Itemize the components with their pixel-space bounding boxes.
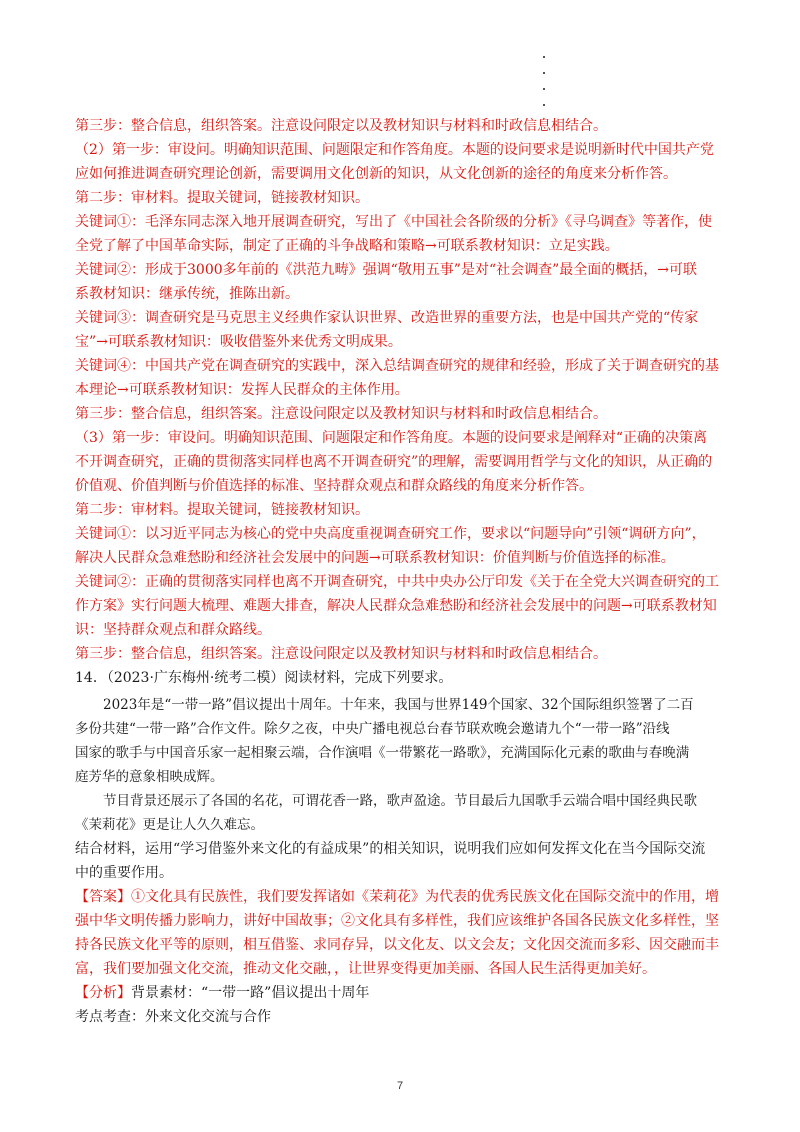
answer-line: 持各民族文化平等的原则，相互借鉴、求同存异，以文化友、以文会友；文化因交流而多彩、因交融而丰 — [75, 937, 719, 953]
question-prompt: 中的重要作用。 — [75, 865, 173, 881]
analysis-tag: 【分析】 — [75, 985, 131, 1001]
text-line: 第三步：整合信息，组织答案。注意设问限定以及教材知识与材料和时政信息相结合。 — [75, 118, 607, 134]
analysis-line — [75, 981, 727, 1005]
text-line: 宝”→可联系教材知识：吸收借鉴外来优秀文明成果。 — [75, 334, 402, 350]
text-line: 解决人民群众急难愁盼和经济社会发展中的问题→可联系教材知识：价值判断与价值选择的标准。 — [75, 550, 675, 566]
answer-line: 强中华文明传播力影响力，讲好中国故事；②文化具有多样性，我们应该维护各国各民族文化多样性，坚 — [75, 913, 719, 929]
text-line: 关键词④：中国共产党在调查研究的实践中，深入总结调查研究的规律和经验，形成了关于调查研究的基 — [75, 358, 719, 374]
text-line: 第二步：审材料。提取关键词，链接教材知识。 — [75, 190, 369, 206]
material-line: 2023年是“一带一路”倡议提出十周年。十年来，我国与世界149个国家、32个国际组织签署了二百 — [103, 697, 694, 713]
question-prompt: 结合材料，运用“学习借鉴外来文化的有益成果”的相关知识，说明我们应如何发挥文化在当今国际交流 — [75, 841, 706, 857]
text-line: 系教材知识：继承传统，推陈出新。 — [75, 286, 299, 302]
exam-point: 考点考查：外来文化交流与合作 — [75, 1009, 271, 1025]
analysis-text: 背景素材：“一带一路”倡议提出十周年 — [131, 985, 370, 1001]
question-head: 14．（2023·广东梅州·统考二模）阅读材料，完成下列要求。 — [75, 670, 453, 686]
text-line: 本理论→可联系教材知识：发挥人民群众的主体作用。 — [75, 382, 409, 398]
material-line: 节目背景还展示了各国的名花，可谓花香一路，歌声盈途。节目最后九国歌手云端合唱中国经典民歌 — [103, 793, 697, 809]
answer-line: 富，我们要加强文化交流，推动文化交融，，让世界变得更加美丽、各国人民生活得更加美好。 — [75, 961, 656, 977]
text-line: 关键词②：形成于3000多年前的《洪范九畴》强调“敬用五事”是对“社会调查”最全面的概括，→可联 — [75, 262, 697, 278]
material-line: 《茉莉花》更是让人久久难忘。 — [75, 817, 264, 833]
answer-line: 【答案】①文化具有民族性，我们要发挥诸如《茉莉花》为代表的优秀民族文化在国际交流中的作用，增 — [75, 889, 719, 905]
text-line: 全党了解了中国革命实际，制定了正确的斗争战略和策略→可联系教材知识：立足实践。 — [75, 238, 619, 254]
page-number: 7 — [396, 1080, 404, 1092]
text-line: 关键词③：调查研究是马克思主义经典作家认识世界、改造世界的重要方法，也是中国共产党的“传家 — [75, 310, 699, 326]
text-line: 关键词②：正确的贯彻落实同样也离不开调查研究，中共中央办公厅印发《关于在全党大兴调查研究的工 — [75, 574, 719, 590]
text-line: 第三步：整合信息，组织答案。注意设问限定以及教材知识与材料和时政信息相结合。 — [75, 406, 607, 422]
text-line: （2）第一步：审设问。明确知识范围、问题限定和作答角度。本题的设问要求是说明新时代中国共产党 — [75, 142, 714, 158]
text-line: 作方案》实行问题大梳理、难题大排查，解决人民群众急难愁盼和经济社会发展中的问题→可联系教材知 — [75, 598, 717, 614]
material-line: 庭芳华的意象相映成辉。 — [75, 769, 224, 785]
material-line: 多份共建“一带一路”合作文件。除夕之夜，中央广播电视总台春节联欢晚会邀请九个“一带一路”沿线 — [75, 721, 670, 737]
text-line: 第三步：整合信息，组织答案。注意设问限定以及教材知识与材料和时政信息相结合。 — [75, 646, 607, 662]
text-line: 不开调查研究，正确的贯彻落实同样也离不开调查研究”的理解，需要调用哲学与文化的知识，从正确的 — [75, 454, 713, 470]
text-line: 价值观、价值判断与价值选择的标准、坚持群众观点和群众路线的角度来分析作答。 — [75, 478, 593, 494]
text-line: （3）第一步：审设问。明确知识范围、问题限定和作答角度。本题的设问要求是阐释对“正确的决策离 — [75, 430, 708, 446]
page-content — [75, 114, 727, 1029]
text-line: 关键词①：以习近平同志为核心的党中央高度重视调查研究工作，要求以“问题导向”引领“调研方向”， — [75, 526, 706, 542]
text-line: 关键词①：毛泽东同志深入地开展调查研究，写出了《中国社会各阶级的分析》《寻乌调查》等著作，使 — [75, 214, 712, 230]
text-line: 识：坚持群众观点和群众路线。 — [75, 622, 271, 638]
material-line: 国家的歌手与中国音乐家一起相聚云端，合作演唱《一带繁花一路歌》，充满国际化元素的歌曲与春晚满 — [75, 745, 690, 761]
text-line: 第二步：审材料。提取关键词，链接教材知识。 — [75, 502, 369, 518]
text-line: 应如何推进调查研究理论创新，需要调用文化创新的知识，从文化创新的途径的角度来分析作答。 — [75, 166, 677, 182]
header-dots — [541, 56, 547, 120]
